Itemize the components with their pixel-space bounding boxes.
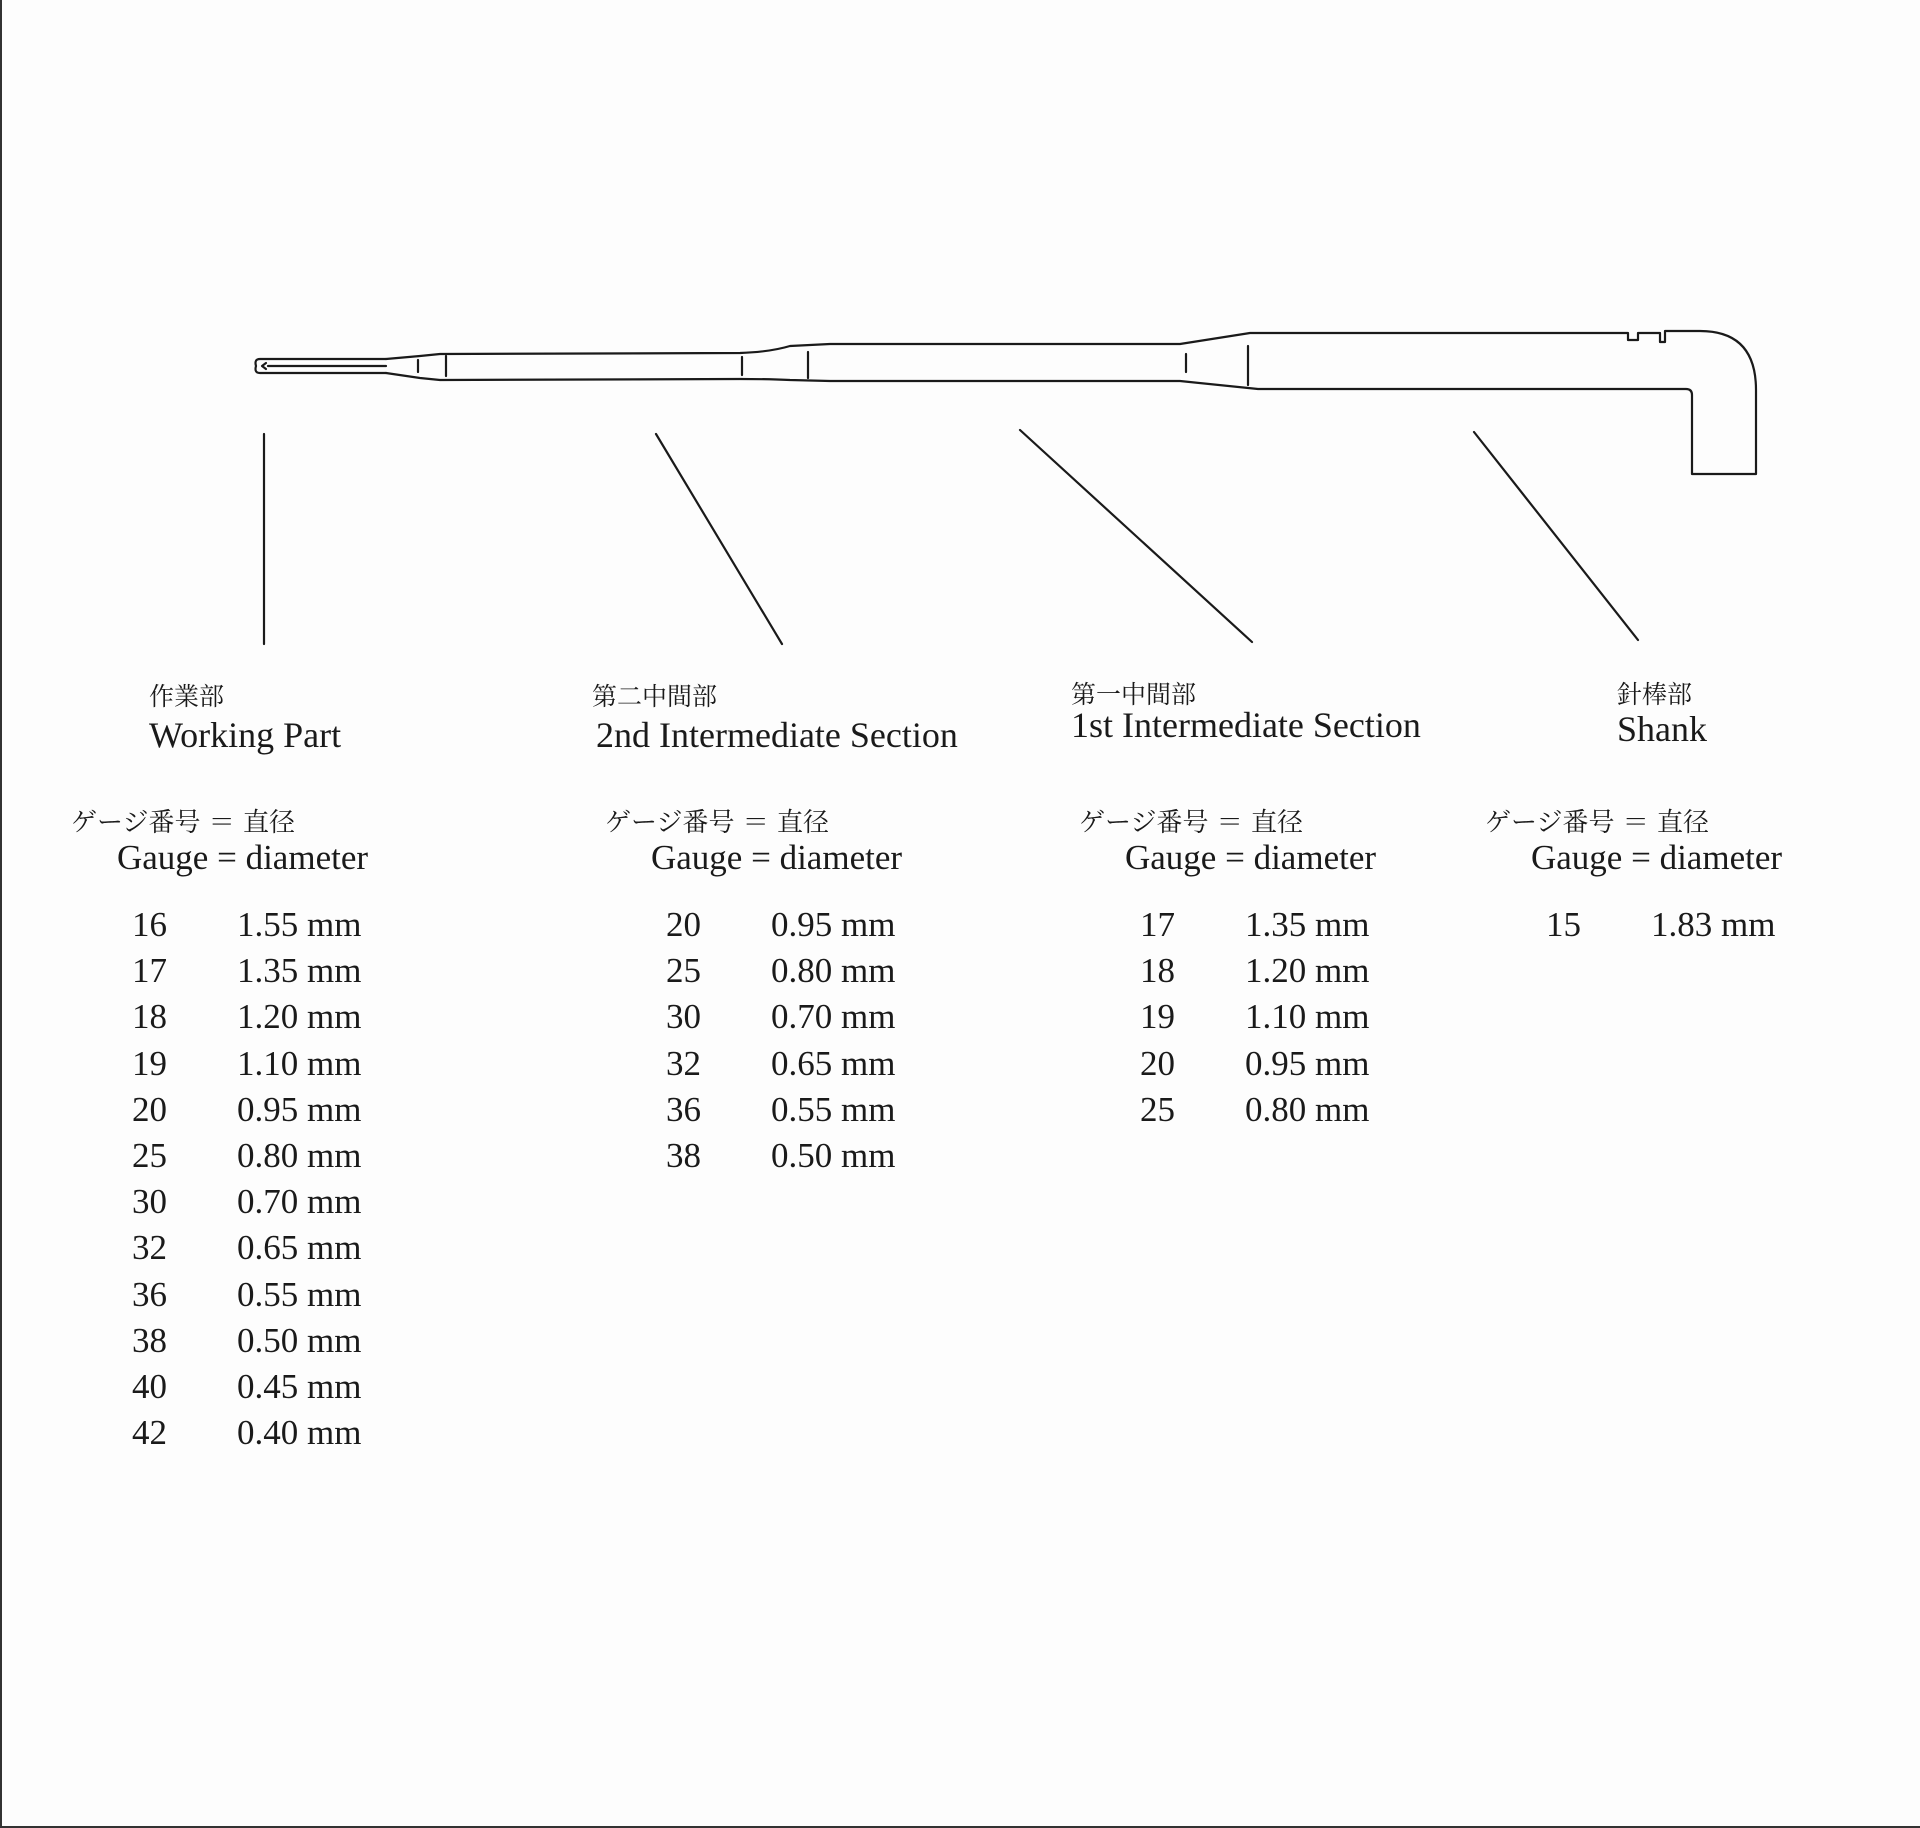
table-row — [666, 905, 941, 951]
gauge-cell: 20 — [666, 905, 701, 944]
leader-second-intermediate — [656, 434, 782, 644]
gauge-table-shank — [1546, 905, 1821, 951]
gauge-header-shank — [1485, 808, 1782, 878]
diameter-cell: 0.80 mm — [237, 1135, 362, 1175]
en-title: Shank — [1617, 709, 1707, 749]
gauge-cell: 25 — [666, 951, 701, 991]
table-row — [666, 1136, 941, 1182]
gauge-cell: 36 — [132, 1274, 167, 1314]
gauge-cell: 30 — [666, 997, 701, 1037]
gauge-cell: 18 — [132, 997, 167, 1037]
gauge-table-second-intermediate — [666, 905, 941, 1182]
table-row — [132, 905, 407, 951]
label-shank — [1617, 680, 1707, 750]
gauge-table-working-part — [132, 905, 407, 1459]
diameter-cell: 0.65 mm — [771, 1043, 896, 1083]
table-row — [132, 1044, 407, 1090]
diameter-cell: 0.95 mm — [1245, 1043, 1370, 1083]
gauge-table-first-intermediate — [1140, 905, 1415, 1136]
en-title: Working Part — [149, 715, 342, 755]
gauge-cell: 42 — [132, 1413, 167, 1453]
table-row — [1140, 951, 1415, 997]
gauge-en-label: Gauge = diameter — [1125, 838, 1377, 877]
gauge-cell: 17 — [132, 951, 167, 991]
gauge-header-working-part — [71, 808, 368, 878]
gauge-header-first-intermediate — [1079, 808, 1376, 878]
gauge-jp-label: ゲージ番号 ＝ 直径 — [71, 808, 296, 838]
table-row — [666, 1090, 941, 1136]
table-row — [132, 1275, 407, 1321]
table-row — [1140, 905, 1415, 951]
en-title: 1st Intermediate Section — [1071, 705, 1421, 745]
table-row — [132, 1413, 407, 1459]
diameter-cell: 0.40 mm — [237, 1413, 362, 1453]
leader-first-intermediate — [1020, 430, 1252, 642]
diameter-cell: 0.95 mm — [771, 905, 896, 944]
gauge-cell: 32 — [666, 1043, 701, 1083]
gauge-header-second-intermediate — [605, 808, 902, 878]
table-row — [666, 951, 941, 997]
jp-title: 針棒部 — [1617, 680, 1693, 709]
diameter-cell: 0.55 mm — [237, 1274, 362, 1314]
diameter-cell: 0.70 mm — [771, 997, 896, 1037]
diameter-cell: 0.80 mm — [1245, 1089, 1370, 1129]
gauge-cell: 16 — [132, 905, 167, 944]
diameter-cell: 0.65 mm — [237, 1228, 362, 1268]
gauge-cell: 36 — [666, 1089, 701, 1129]
gauge-cell: 20 — [132, 1089, 167, 1129]
gauge-cell: 25 — [132, 1135, 167, 1175]
table-row — [132, 1367, 407, 1413]
diameter-cell: 1.35 mm — [237, 951, 362, 991]
diameter-cell: 0.55 mm — [771, 1089, 896, 1129]
leader-shank — [1474, 432, 1638, 640]
table-row — [132, 1228, 407, 1274]
gauge-cell: 38 — [132, 1320, 167, 1360]
gauge-cell: 30 — [132, 1182, 167, 1222]
needle-fork-notch — [262, 363, 266, 369]
gauge-jp-label: ゲージ番号 ＝ 直径 — [1079, 808, 1304, 838]
diameter-cell: 1.10 mm — [1245, 997, 1370, 1037]
gauge-cell: 15 — [1546, 905, 1581, 944]
gauge-en-label: Gauge = diameter — [651, 838, 903, 877]
table-row — [132, 1182, 407, 1228]
gauge-jp-label: ゲージ番号 ＝ 直径 — [1485, 808, 1710, 838]
diameter-cell: 0.50 mm — [237, 1320, 362, 1360]
diameter-cell: 1.20 mm — [237, 997, 362, 1037]
table-row — [1140, 997, 1415, 1043]
gauge-cell: 25 — [1140, 1089, 1175, 1129]
jp-title: 作業部 — [149, 682, 225, 711]
table-row — [1140, 1044, 1415, 1090]
diameter-cell: 0.95 mm — [237, 1089, 362, 1129]
diameter-cell: 1.35 mm — [1245, 905, 1370, 944]
table-row — [132, 1321, 407, 1367]
diameter-cell: 1.20 mm — [1245, 951, 1370, 991]
diameter-cell: 1.55 mm — [237, 905, 362, 944]
label-first-intermediate — [1071, 680, 1421, 746]
jp-title: 第一中間部 — [1071, 680, 1197, 709]
table-row — [666, 1044, 941, 1090]
diameter-cell: 0.45 mm — [237, 1366, 362, 1406]
diameter-cell: 1.10 mm — [237, 1043, 362, 1083]
table-row — [132, 1090, 407, 1136]
table-row — [132, 1136, 407, 1182]
gauge-cell: 19 — [1140, 997, 1175, 1037]
table-row — [132, 997, 407, 1043]
table-row — [132, 951, 407, 997]
diameter-cell: 0.80 mm — [771, 951, 896, 991]
diameter-cell: 0.50 mm — [771, 1135, 896, 1175]
gauge-cell: 38 — [666, 1135, 701, 1175]
gauge-cell: 32 — [132, 1228, 167, 1268]
table-row — [666, 997, 941, 1043]
needle-upper-profile — [386, 331, 1756, 474]
gauge-en-label: Gauge = diameter — [117, 838, 369, 877]
gauge-cell: 40 — [132, 1366, 167, 1406]
table-row — [1546, 905, 1821, 951]
diameter-cell: 0.70 mm — [237, 1182, 362, 1222]
gauge-en-label: Gauge = diameter — [1531, 838, 1783, 877]
gauge-cell: 17 — [1140, 905, 1175, 944]
gauge-cell: 19 — [132, 1043, 167, 1083]
label-second-intermediate — [592, 682, 958, 756]
gauge-jp-label: ゲージ番号 ＝ 直径 — [605, 808, 830, 838]
gauge-cell: 18 — [1140, 951, 1175, 991]
en-title: 2nd Intermediate Section — [596, 715, 958, 755]
diameter-cell: 1.83 mm — [1651, 905, 1776, 944]
table-row — [1140, 1090, 1415, 1136]
label-working-part — [149, 682, 341, 756]
gauge-cell: 20 — [1140, 1043, 1175, 1083]
jp-title: 第二中間部 — [592, 682, 718, 711]
